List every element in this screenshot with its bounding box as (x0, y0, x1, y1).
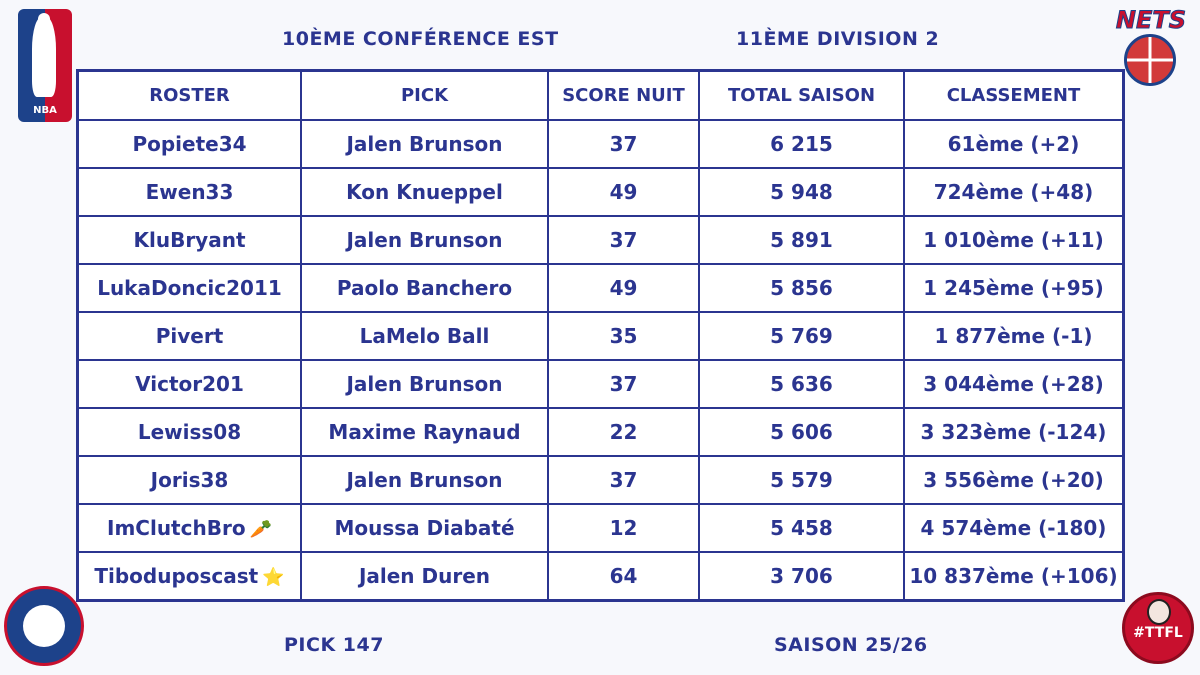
nba-logo (18, 9, 72, 122)
roster-cell (78, 312, 302, 360)
classement-cell: 3 323ème (-124) (904, 408, 1124, 456)
table-row (78, 408, 1124, 456)
table-row (78, 264, 1124, 312)
nets-logo-text: NETS (1115, 6, 1187, 34)
score-cell: 35 (548, 312, 699, 360)
roster-cell (78, 264, 302, 312)
pick-cell: Jalen Duren (301, 552, 548, 601)
table-header-row (78, 71, 1124, 121)
roster-cell (78, 120, 302, 168)
pick-cell: Moussa Diabaté (301, 504, 548, 552)
pick-cell: Jalen Brunson (301, 120, 548, 168)
roster-name: Lewiss08 (137, 420, 242, 444)
classement-cell: 1 010ème (+11) (904, 216, 1124, 264)
table-row (78, 504, 1124, 552)
pick-cell: Jalen Brunson (301, 360, 548, 408)
season-label: SAISON 25/26 (774, 634, 928, 656)
pick-cell: Jalen Brunson (301, 216, 548, 264)
total-cell: 5 948 (699, 168, 904, 216)
score-cell: 37 (548, 360, 699, 408)
total-cell: 5 636 (699, 360, 904, 408)
ttfl-face-icon (1147, 599, 1171, 625)
classement-cell: 724ème (+48) (904, 168, 1124, 216)
total-cell: 5 579 (699, 456, 904, 504)
roster-name: Victor201 (135, 372, 244, 396)
ttfl-logo (1122, 592, 1194, 664)
roster-name: LukaDoncic2011 (97, 276, 282, 300)
table-row (78, 360, 1124, 408)
classement-cell: 3 556ème (+20) (904, 456, 1124, 504)
column-header-pick: PICK (301, 71, 548, 121)
roster-cell (78, 408, 302, 456)
score-cell: 49 (548, 168, 699, 216)
roster-name: Tiboduposcast (94, 564, 259, 588)
ligue-logo-inner (23, 605, 65, 647)
roster-name: Popiete34 (132, 132, 247, 156)
pick-cell: Kon Knueppel (301, 168, 548, 216)
roster-cell (78, 168, 302, 216)
total-cell: 5 856 (699, 264, 904, 312)
total-cell: 5 606 (699, 408, 904, 456)
roster-name: Pivert (155, 324, 224, 348)
score-cell: 49 (548, 264, 699, 312)
pick-cell: Paolo Banchero (301, 264, 548, 312)
ligue-des-franchises-logo (4, 586, 84, 666)
column-header-total: TOTAL SAISON (699, 71, 904, 121)
table-row (78, 552, 1124, 601)
roster-cell (78, 552, 302, 601)
classement-cell: 1 245ème (+95) (904, 264, 1124, 312)
pick-cell: Maxime Raynaud (301, 408, 548, 456)
column-header-classement: CLASSEMENT (904, 71, 1124, 121)
classement-cell: 1 877ème (-1) (904, 312, 1124, 360)
roster-cell (78, 216, 302, 264)
roster-name: Ewen33 (145, 180, 234, 204)
conference-heading: 10ÈME CONFÉRENCE EST (282, 28, 559, 50)
pick-cell: LaMelo Ball (301, 312, 548, 360)
roster-cell (78, 360, 302, 408)
division-heading: 11ÈME DIVISION 2 (736, 28, 940, 50)
roster-cell (78, 456, 302, 504)
table-row (78, 312, 1124, 360)
carrot-icon: 🥕 (249, 519, 272, 540)
score-cell: 64 (548, 552, 699, 601)
star-icon: ⭐ (262, 567, 285, 588)
table-row (78, 168, 1124, 216)
pick-number-label: PICK 147 (284, 634, 384, 656)
table-row (78, 216, 1124, 264)
column-header-roster: ROSTER (78, 71, 302, 121)
table-row (78, 120, 1124, 168)
score-cell: 22 (548, 408, 699, 456)
roster-name: ImClutchBro (107, 516, 246, 540)
nba-logo-silhouette (32, 17, 56, 97)
pick-cell: Jalen Brunson (301, 456, 548, 504)
roster-cell (78, 504, 302, 552)
nba-logo-text: NBA (33, 105, 57, 116)
total-cell: 5 891 (699, 216, 904, 264)
classement-cell: 4 574ème (-180) (904, 504, 1124, 552)
total-cell: 3 706 (699, 552, 904, 601)
score-cell: 37 (548, 120, 699, 168)
score-cell: 37 (548, 216, 699, 264)
ttfl-logo-text: #TTFL (1133, 625, 1183, 641)
roster-name: KluBryant (133, 228, 246, 252)
roster-table (76, 69, 1125, 602)
table-row (78, 456, 1124, 504)
column-header-score: SCORE NUIT (548, 71, 699, 121)
total-cell: 5 458 (699, 504, 904, 552)
classement-cell: 3 044ème (+28) (904, 360, 1124, 408)
classement-cell: 10 837ème (+106) (904, 552, 1124, 601)
total-cell: 6 215 (699, 120, 904, 168)
basketball-icon (1124, 34, 1176, 86)
classement-cell: 61ème (+2) (904, 120, 1124, 168)
total-cell: 5 769 (699, 312, 904, 360)
roster-name: Joris38 (150, 468, 229, 492)
score-cell: 12 (548, 504, 699, 552)
score-cell: 37 (548, 456, 699, 504)
